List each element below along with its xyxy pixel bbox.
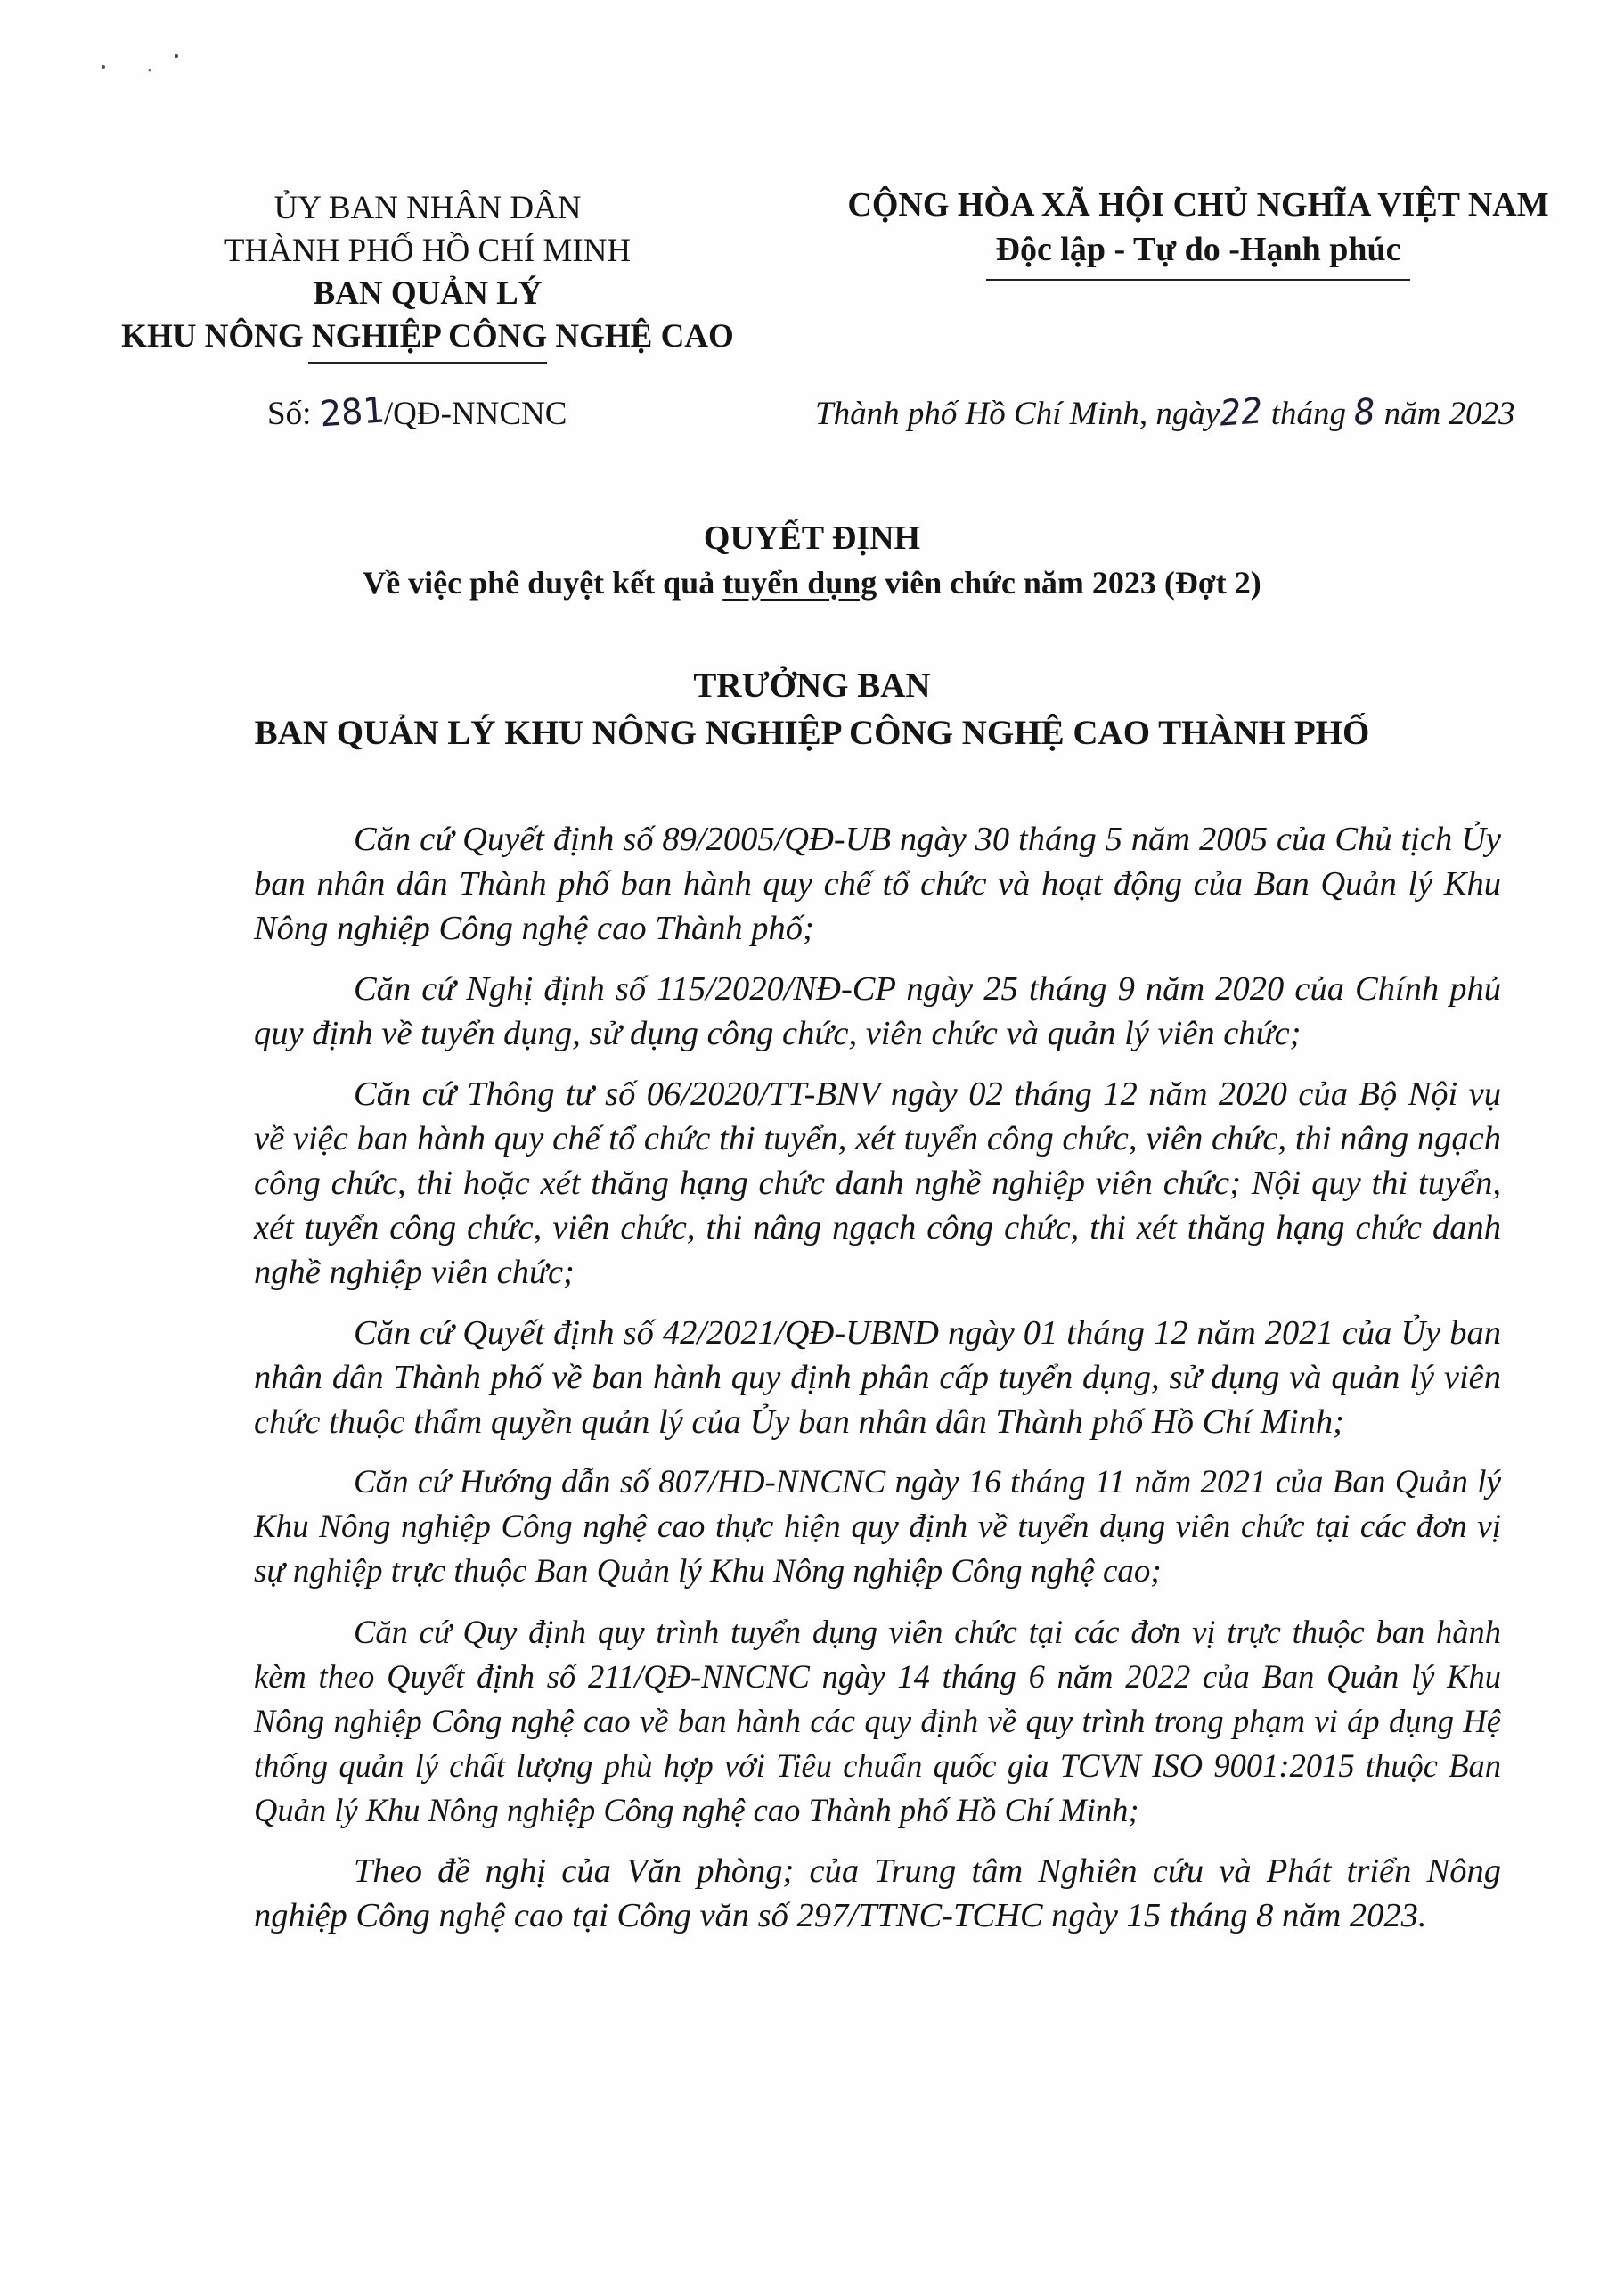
day-handwritten: 22: [1218, 390, 1264, 435]
legal-basis-paragraph: Căn cứ Quyết định số 89/2005/QĐ-UB ngày 30 tháng 5 năm 2005 của Chủ tịch Ủy ban nhân dân Thành phố ban hành quy chế tổ chức và hoạt động của Ban Quản lý Khu Nông nghiệp Công nghệ cao Thành phố;: [254, 821, 1501, 947]
signatory-title: TRƯỞNG BAN: [693, 666, 931, 705]
place-text: Thành phố Hồ Chí Minh, ngày: [815, 396, 1220, 432]
legal-basis-paragraph: Căn cứ Quyết định số 42/2021/QĐ-UBND ngày 01 tháng 12 năm 2021 của Ủy ban nhân dân Thành phố về ban hành quy định phân cấp tuyển dụng, sử dụng và quản lý viên chức thuộc thẩm quyền quản lý của Ủy ban nhân dân Thành phố Hồ Chí Minh;: [254, 1314, 1501, 1441]
legal-basis-paragraph: Căn cứ Thông tư số 06/2020/TT-BNV ngày 02 tháng 12 năm 2020 của Bộ Nội vụ về việc ban hành quy chế tổ chức thi tuyển, xét tuyển công chức, viên chức, thi nâng ngạch công chức, thi hoặc xét thăng hạng chức danh nghề nghiệp viên chức; Nội quy thi tuyển, xét tuyển công chức, viên chức, thi nâng ngạch công chức, thi xét thăng hạng chức danh nghề nghiệp viên chức;: [254, 1075, 1501, 1291]
national-motto: Độc lập - Tự do -Hạnh phúc: [995, 231, 1401, 268]
national-name: CỘNG HÒA XÃ HỘI CHỦ NGHĨA VIỆT NAM: [847, 186, 1549, 224]
motto-underline: [986, 279, 1410, 281]
legal-basis-paragraph: Căn cứ Quy định quy trình tuyển dụng viên chức tại các đơn vị trực thuộc ban hành kèm theo Quyết định số 211/QĐ-NNCNC ngày 14 tháng 6 năm 2022 của Ban Quản lý Khu Nông nghiệp Công nghệ cao về ban hành các quy định về quy trình trong phạm vi áp dụng Hệ thống quản lý chất lượng phù hợp với Tiêu chuẩn quốc gia TCVN ISO 9001:2015 thuộc Ban Quản lý Khu Nông nghiệp Công nghệ cao Thành phố Hồ Chí Minh;: [254, 1614, 1501, 1828]
legal-basis-paragraph: Căn cứ Hướng dẫn số 807/HD-NNCNC ngày 16 tháng 11 năm 2021 của Ban Quản lý Khu Nông nghiệp Công nghệ cao thực hiện quy định về tuyển dụng viên chức tại các đơn vị sự nghiệp trực thuộc Ban Quản lý Khu Nông nghiệp Công nghệ cao;: [254, 1464, 1501, 1590]
document-body: [254, 817, 1501, 1954]
agency-line-4: KHU NÔNG NGHIỆP CÔNG NGHỆ CAO: [121, 318, 734, 355]
scan-specks: [98, 49, 205, 76]
year-text: năm 2023: [1375, 396, 1515, 432]
place-and-date: [815, 392, 1515, 433]
issuing-agency-header: [71, 187, 784, 364]
agency-line-1: ỦY BAN NHÂN DÂN: [273, 190, 582, 226]
document-number: [267, 389, 567, 436]
doc-number-suffix: /QĐ-NNCNC: [383, 396, 567, 432]
document-title: QUYẾT ĐỊNH: [703, 519, 921, 557]
agency-line-2: THÀNH PHỐ HỒ CHÍ MINH: [224, 233, 632, 269]
legal-basis-paragraph: Căn cứ Nghị định số 115/2020/NĐ-CP ngày 25 tháng 9 năm 2020 của Chính phủ quy định về tuyển dụng, sử dụng công chức, viên chức và quản lý viên chức;: [254, 970, 1501, 1052]
subject-part-2: viên chức năm 2023 (Đợt 2): [877, 565, 1261, 601]
signatory-organization: BAN QUẢN LÝ KHU NÔNG NGHIỆP CÔNG NGHỆ CAO THÀNH PHỐ: [254, 714, 1370, 752]
national-motto-header: [802, 183, 1595, 281]
subject-part-1: Về việc phê duyệt kết quả: [363, 565, 723, 601]
doc-number-prefix: Số:: [267, 396, 320, 432]
month-handwritten: 8: [1352, 391, 1377, 434]
subject-underlined: tuyển dụng: [722, 565, 877, 601]
proposal-paragraph: Theo đề nghị của Văn phòng; của Trung tâm Nghiên cứu và Phát triển Nông nghiệp Công nghệ cao tại Công văn số 297/TTNC-TCHC ngày 15 tháng 8 năm 2023.: [254, 1852, 1501, 1934]
month-label: tháng: [1262, 396, 1355, 432]
agency-line-3: BAN QUẢN LÝ: [313, 275, 543, 312]
doc-number-handwritten: 281: [318, 389, 386, 436]
document-subject: [0, 561, 1624, 604]
agency-underline: [308, 362, 547, 364]
